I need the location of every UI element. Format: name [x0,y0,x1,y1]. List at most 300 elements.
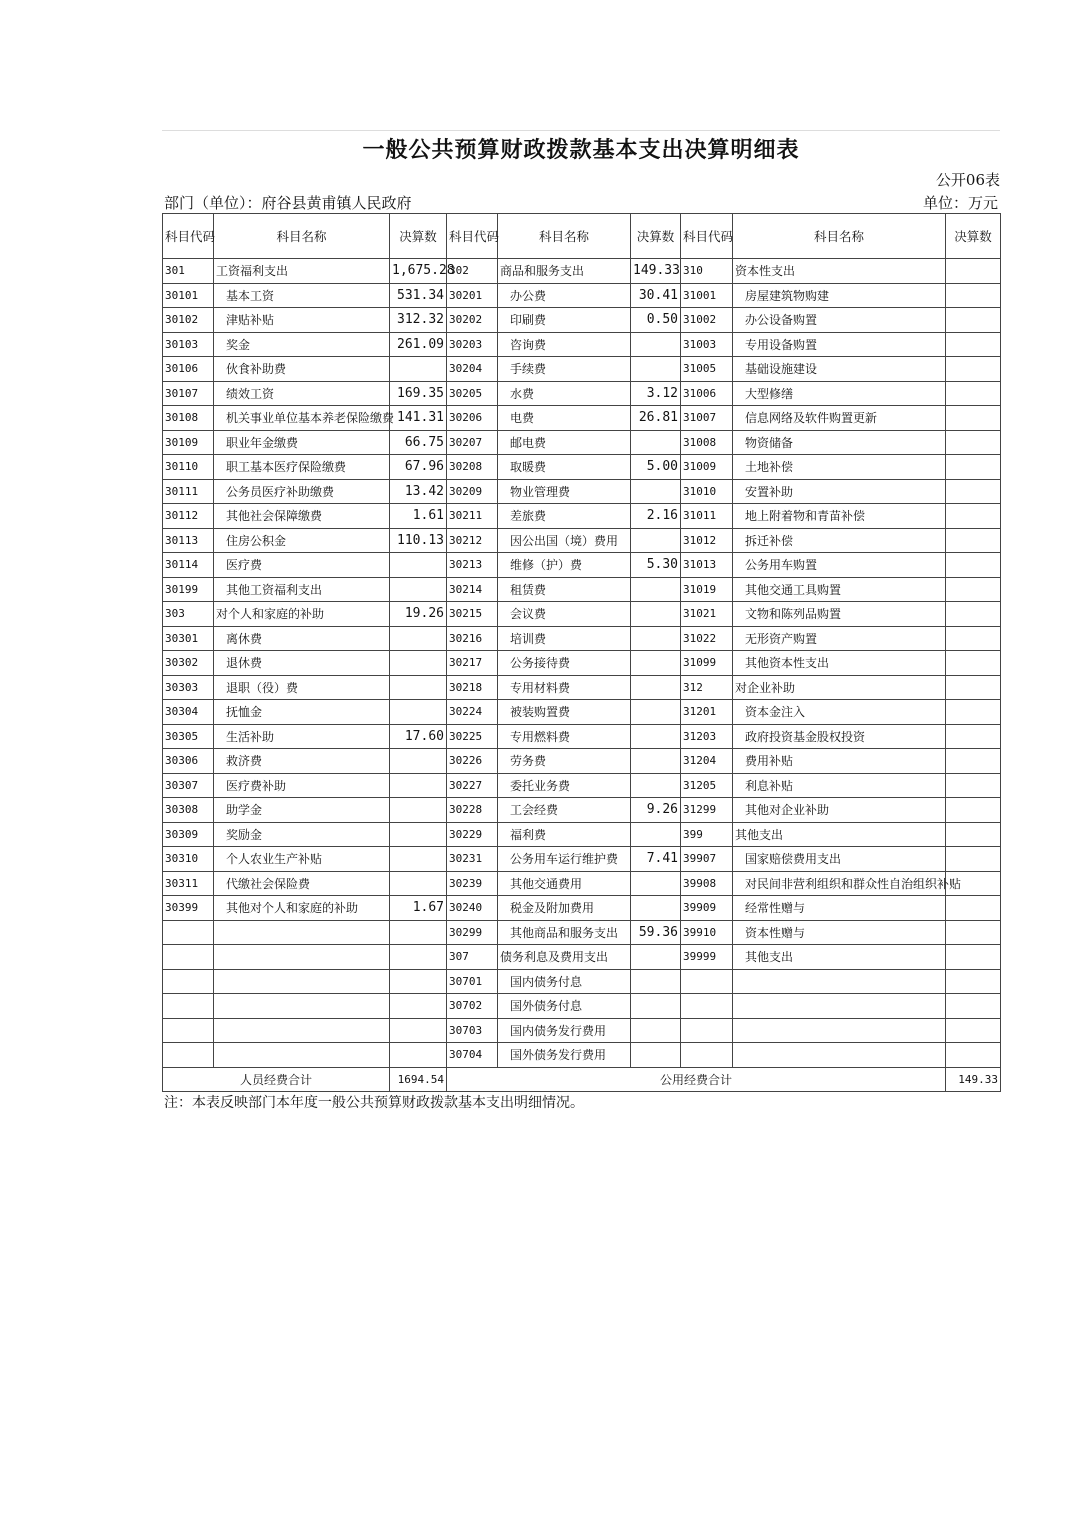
subject-code-cell: 31201 [681,700,733,725]
final-amount-cell [946,455,1001,480]
subject-code-cell: 30110 [163,455,214,480]
subject-name-cell: 办公设备购置 [733,308,946,333]
final-amount-cell [946,675,1001,700]
table-row [163,675,1001,700]
subject-name-cell: 职工基本医疗保险缴费 [214,455,390,480]
final-amount-cell [631,994,681,1019]
subject-name-cell [733,969,946,994]
subject-name-cell: 其他商品和服务支出 [498,920,631,945]
final-amount-cell [631,651,681,676]
final-amount-cell [946,994,1001,1019]
subject-name-cell: 其他支出 [733,822,946,847]
subject-code-cell [163,945,214,970]
final-amount-cell: 0.50 [631,308,681,333]
subject-name-cell: 土地补偿 [733,455,946,480]
final-amount-cell: 312.32 [390,308,447,333]
subject-name-cell: 印刷费 [498,308,631,333]
subject-code-cell: 31099 [681,651,733,676]
subject-name-cell: 国内债务付息 [498,969,631,994]
header-amount-3: 决算数 [946,214,1001,259]
subject-name-cell: 维修（护）费 [498,553,631,578]
report-title: 一般公共预算财政拨款基本支出决算明细表 [162,130,1000,169]
final-amount-cell: 531.34 [390,283,447,308]
final-amount-cell [631,357,681,382]
final-amount-cell [631,969,681,994]
personnel-total-value: 1694.54 [390,1067,447,1092]
final-amount-cell [946,430,1001,455]
table-row [163,381,1001,406]
final-amount-cell [946,1018,1001,1043]
header-amount-2: 决算数 [631,214,681,259]
subject-name-cell: 国外债务发行费用 [498,1043,631,1068]
final-amount-cell: 261.09 [390,332,447,357]
subject-code-cell [681,969,733,994]
subject-name-cell: 办公费 [498,283,631,308]
table-row [163,602,1001,627]
final-amount-cell [946,406,1001,431]
subject-name-cell: 大型修缮 [733,381,946,406]
subject-code-cell: 30208 [447,455,498,480]
subject-name-cell: 水费 [498,381,631,406]
subject-code-cell: 30217 [447,651,498,676]
subject-name-cell: 基础设施建设 [733,357,946,382]
final-amount-cell: 59.36 [631,920,681,945]
subject-code-cell: 30203 [447,332,498,357]
table-row [163,798,1001,823]
subject-code-cell: 30704 [447,1043,498,1068]
subject-code-cell: 30103 [163,332,214,357]
subject-name-cell: 工会经费 [498,798,631,823]
subject-code-cell: 31203 [681,724,733,749]
subject-name-cell: 债务利息及费用支出 [498,945,631,970]
final-amount-cell: 149.33 [631,259,681,284]
final-amount-cell: 26.81 [631,406,681,431]
subject-name-cell: 税金及附加费用 [498,896,631,921]
final-amount-cell [631,675,681,700]
table-body [163,259,1001,1068]
subject-name-cell: 被装购置费 [498,700,631,725]
table-row [163,406,1001,431]
subject-name-cell: 委托业务费 [498,773,631,798]
subject-code-cell: 30213 [447,553,498,578]
final-amount-cell: 5.00 [631,455,681,480]
subject-code-cell: 30231 [447,847,498,872]
subject-name-cell [214,994,390,1019]
final-amount-cell [946,528,1001,553]
subject-name-cell: 公务员医疗补助缴费 [214,479,390,504]
subject-name-cell: 津贴补贴 [214,308,390,333]
subject-name-cell: 其他资本性支出 [733,651,946,676]
table-row [163,871,1001,896]
subject-code-cell: 39910 [681,920,733,945]
subject-code-cell: 30215 [447,602,498,627]
final-amount-cell [946,504,1001,529]
subject-name-cell: 医疗费 [214,553,390,578]
final-amount-cell [946,773,1001,798]
subject-code-cell [163,920,214,945]
final-amount-cell: 67.96 [390,455,447,480]
final-amount-cell [390,577,447,602]
table-row [163,308,1001,333]
subject-code-cell: 31008 [681,430,733,455]
subject-code-cell: 30310 [163,847,214,872]
table-row [163,504,1001,529]
header-amount-1: 决算数 [390,214,447,259]
subject-code-cell: 31007 [681,406,733,431]
subject-name-cell: 经常性赠与 [733,896,946,921]
subject-code-cell: 31005 [681,357,733,382]
subject-code-cell [163,994,214,1019]
final-amount-cell [946,798,1001,823]
subject-code-cell: 30206 [447,406,498,431]
table-row [163,259,1001,284]
subject-code-cell: 30229 [447,822,498,847]
final-amount-cell [631,577,681,602]
subject-code-cell: 30109 [163,430,214,455]
subject-code-cell: 30311 [163,871,214,896]
final-amount-cell: 9.26 [631,798,681,823]
subject-code-cell: 30308 [163,798,214,823]
subject-name-cell [214,1018,390,1043]
subject-name-cell: 离休费 [214,626,390,651]
subject-name-cell: 拆迁补偿 [733,528,946,553]
header-code-1: 科目代码 [163,214,214,259]
subject-code-cell: 31010 [681,479,733,504]
subject-code-cell: 39908 [681,871,733,896]
final-amount-cell [631,1018,681,1043]
final-amount-cell: 5.30 [631,553,681,578]
subject-name-cell: 政府投资基金股权投资 [733,724,946,749]
header-code-3: 科目代码 [681,214,733,259]
table-row [163,479,1001,504]
final-amount-cell [946,283,1001,308]
final-amount-cell [390,773,447,798]
subject-name-cell: 其他工资福利支出 [214,577,390,602]
subject-code-cell: 30226 [447,749,498,774]
public-total-value: 149.33 [946,1067,1001,1092]
subject-code-cell: 30211 [447,504,498,529]
table-row [163,430,1001,455]
subject-name-cell: 专用设备购置 [733,332,946,357]
final-amount-cell [390,847,447,872]
subject-code-cell: 399 [681,822,733,847]
header-name-2: 科目名称 [498,214,631,259]
final-amount-cell [946,700,1001,725]
final-amount-cell [390,553,447,578]
final-amount-cell [631,430,681,455]
table-row [163,651,1001,676]
personnel-total-label: 人员经费合计 [163,1067,390,1092]
final-amount-cell [631,602,681,627]
subject-code-cell: 30303 [163,675,214,700]
subject-code-cell: 30111 [163,479,214,504]
subject-name-cell: 基本工资 [214,283,390,308]
subject-name-cell: 资本性支出 [733,259,946,284]
subject-code-cell: 30102 [163,308,214,333]
subject-name-cell: 奖励金 [214,822,390,847]
public-total-label: 公用经费合计 [447,1067,946,1092]
subject-code-cell: 30101 [163,283,214,308]
final-amount-cell [946,626,1001,651]
subject-name-cell: 商品和服务支出 [498,259,631,284]
subject-code-cell: 310 [681,259,733,284]
subject-code-cell: 30701 [447,969,498,994]
final-amount-cell: 141.31 [390,406,447,431]
subject-name-cell: 资本性赠与 [733,920,946,945]
final-amount-cell [390,749,447,774]
final-amount-cell: 19.26 [390,602,447,627]
final-amount-cell [631,822,681,847]
final-amount-cell [946,259,1001,284]
final-amount-cell: 1.67 [390,896,447,921]
subject-code-cell: 30199 [163,577,214,602]
subject-code-cell [681,1018,733,1043]
subject-code-cell: 30399 [163,896,214,921]
subject-code-cell: 30214 [447,577,498,602]
subject-code-cell: 30212 [447,528,498,553]
subject-name-cell: 物资储备 [733,430,946,455]
table-row [163,773,1001,798]
subject-code-cell: 31012 [681,528,733,553]
subject-name-cell: 生活补助 [214,724,390,749]
table-row [163,357,1001,382]
final-amount-cell [631,896,681,921]
department-label: 部门（单位）：府谷县黄甫镇人民政府 [164,194,412,212]
final-amount-cell: 13.42 [390,479,447,504]
final-amount-cell [946,357,1001,382]
table-row [163,553,1001,578]
final-amount-cell [946,822,1001,847]
subject-code-cell: 30202 [447,308,498,333]
subject-code-cell: 31022 [681,626,733,651]
final-amount-cell: 7.41 [631,847,681,872]
final-amount-cell [946,381,1001,406]
final-amount-cell [631,871,681,896]
subject-code-cell [681,994,733,1019]
table-row [163,283,1001,308]
subject-code-cell: 30207 [447,430,498,455]
subject-name-cell: 利息补贴 [733,773,946,798]
table-row [163,528,1001,553]
table-row [163,847,1001,872]
table-row [163,1018,1001,1043]
subject-name-cell: 对企业补助 [733,675,946,700]
final-amount-cell [631,528,681,553]
final-amount-cell [390,994,447,1019]
final-amount-cell [946,1043,1001,1068]
report-sheet [162,130,1000,1114]
final-amount-cell [390,651,447,676]
subject-code-cell: 30299 [447,920,498,945]
subject-name-cell [733,1018,946,1043]
subject-name-cell: 公务用车购置 [733,553,946,578]
subject-name-cell: 租赁费 [498,577,631,602]
subject-name-cell: 劳务费 [498,749,631,774]
subject-name-cell: 国内债务发行费用 [498,1018,631,1043]
final-amount-cell [390,357,447,382]
subject-name-cell: 其他对个人和家庭的补助 [214,896,390,921]
table-row [163,455,1001,480]
subject-name-cell: 邮电费 [498,430,631,455]
subject-name-cell: 个人农业生产补贴 [214,847,390,872]
subject-name-cell: 工资福利支出 [214,259,390,284]
subject-name-cell: 对民间非营利组织和群众性自治组织补贴 [733,871,946,896]
subject-name-cell: 医疗费补助 [214,773,390,798]
header-code-2: 科目代码 [447,214,498,259]
subject-code-cell: 31002 [681,308,733,333]
subject-name-cell: 安置补助 [733,479,946,504]
subject-name-cell: 文物和陈列品购置 [733,602,946,627]
subject-name-cell [214,969,390,994]
subject-name-cell: 电费 [498,406,631,431]
subject-code-cell: 31204 [681,749,733,774]
final-amount-cell: 1.61 [390,504,447,529]
final-amount-cell [390,1018,447,1043]
subject-code-cell: 30301 [163,626,214,651]
subject-code-cell: 30112 [163,504,214,529]
final-amount-cell [631,945,681,970]
subject-name-cell: 抚恤金 [214,700,390,725]
table-row [163,749,1001,774]
final-amount-cell [631,700,681,725]
subject-code-cell: 30240 [447,896,498,921]
table-row [163,626,1001,651]
subject-name-cell [214,1043,390,1068]
final-amount-cell [390,871,447,896]
subject-name-cell: 助学金 [214,798,390,823]
final-amount-cell [946,969,1001,994]
subject-name-cell [214,945,390,970]
subject-code-cell: 30302 [163,651,214,676]
subject-code-cell: 31021 [681,602,733,627]
subject-code-cell: 30304 [163,700,214,725]
final-amount-cell [946,308,1001,333]
final-amount-cell [631,1043,681,1068]
subject-code-cell: 307 [447,945,498,970]
subject-code-cell: 31011 [681,504,733,529]
subject-name-cell: 手续费 [498,357,631,382]
subject-name-cell: 退职（役）费 [214,675,390,700]
subject-code-cell: 30305 [163,724,214,749]
report-header-row [162,191,1000,213]
subject-code-cell: 30239 [447,871,498,896]
final-amount-cell [631,332,681,357]
subject-code-cell: 30107 [163,381,214,406]
subject-code-cell: 31205 [681,773,733,798]
expenditure-table [162,213,1001,1092]
final-amount-cell [631,773,681,798]
subject-name-cell: 绩效工资 [214,381,390,406]
final-amount-cell: 3.12 [631,381,681,406]
subject-name-cell: 信息网络及软件购置更新 [733,406,946,431]
final-amount-cell [946,332,1001,357]
form-number: 公开06表 [935,171,1000,189]
final-amount-cell [946,896,1001,921]
subject-code-cell: 30205 [447,381,498,406]
subject-name-cell: 其他交通费用 [498,871,631,896]
subject-name-cell: 专用燃料费 [498,724,631,749]
subject-name-cell: 其他对企业补助 [733,798,946,823]
subject-name-cell: 因公出国（境）费用 [498,528,631,553]
subject-name-cell: 退休费 [214,651,390,676]
subject-code-cell [163,969,214,994]
final-amount-cell [631,724,681,749]
final-amount-cell [946,651,1001,676]
subject-code-cell: 30703 [447,1018,498,1043]
subject-name-cell: 福利费 [498,822,631,847]
subject-name-cell [214,920,390,945]
subject-code-cell: 302 [447,259,498,284]
subject-code-cell: 31001 [681,283,733,308]
table-row [163,577,1001,602]
final-amount-cell: 110.13 [390,528,447,553]
subject-code-cell: 30218 [447,675,498,700]
final-amount-cell [946,945,1001,970]
final-amount-cell [390,626,447,651]
subject-code-cell: 30108 [163,406,214,431]
subject-code-cell: 30228 [447,798,498,823]
subject-name-cell: 对个人和家庭的补助 [214,602,390,627]
subject-name-cell: 机关事业单位基本养老保险缴费 [214,406,390,431]
final-amount-cell [631,749,681,774]
subject-code-cell: 30113 [163,528,214,553]
table-row [163,920,1001,945]
table-row [163,700,1001,725]
subject-name-cell: 奖金 [214,332,390,357]
final-amount-cell [946,724,1001,749]
subject-code-cell [163,1018,214,1043]
subject-name-cell: 其他支出 [733,945,946,970]
final-amount-cell [390,675,447,700]
final-amount-cell [631,626,681,651]
final-amount-cell: 17.60 [390,724,447,749]
subject-code-cell: 301 [163,259,214,284]
table-row [163,822,1001,847]
subject-code-cell [681,1043,733,1068]
subject-code-cell: 31006 [681,381,733,406]
unit-label: 单位：万元 [922,194,998,212]
subject-code-cell: 30306 [163,749,214,774]
table-row [163,945,1001,970]
header-name-1: 科目名称 [214,214,390,259]
subject-name-cell: 差旅费 [498,504,631,529]
subject-name-cell: 国外债务付息 [498,994,631,1019]
final-amount-cell [946,847,1001,872]
final-amount-cell [390,798,447,823]
table-note: 注：本表反映部门本年度一般公共预算财政拨款基本支出明细情况。 [164,1095,584,1111]
table-row [163,332,1001,357]
subject-code-cell: 30224 [447,700,498,725]
subject-name-cell: 无形资产购置 [733,626,946,651]
subject-name-cell: 其他交通工具购置 [733,577,946,602]
subject-name-cell: 房屋建筑物购建 [733,283,946,308]
table-row [163,896,1001,921]
final-amount-cell [390,700,447,725]
subject-name-cell: 费用补贴 [733,749,946,774]
final-amount-cell [390,920,447,945]
subject-name-cell: 救济费 [214,749,390,774]
subject-code-cell: 31019 [681,577,733,602]
final-amount-cell [390,822,447,847]
final-amount-cell [946,553,1001,578]
subject-code-cell: 31003 [681,332,733,357]
final-amount-cell: 30.41 [631,283,681,308]
table-row [163,1043,1001,1068]
final-amount-cell [946,577,1001,602]
table-row [163,969,1001,994]
subject-name-cell [733,1043,946,1068]
subject-name-cell: 代缴社会保险费 [214,871,390,896]
